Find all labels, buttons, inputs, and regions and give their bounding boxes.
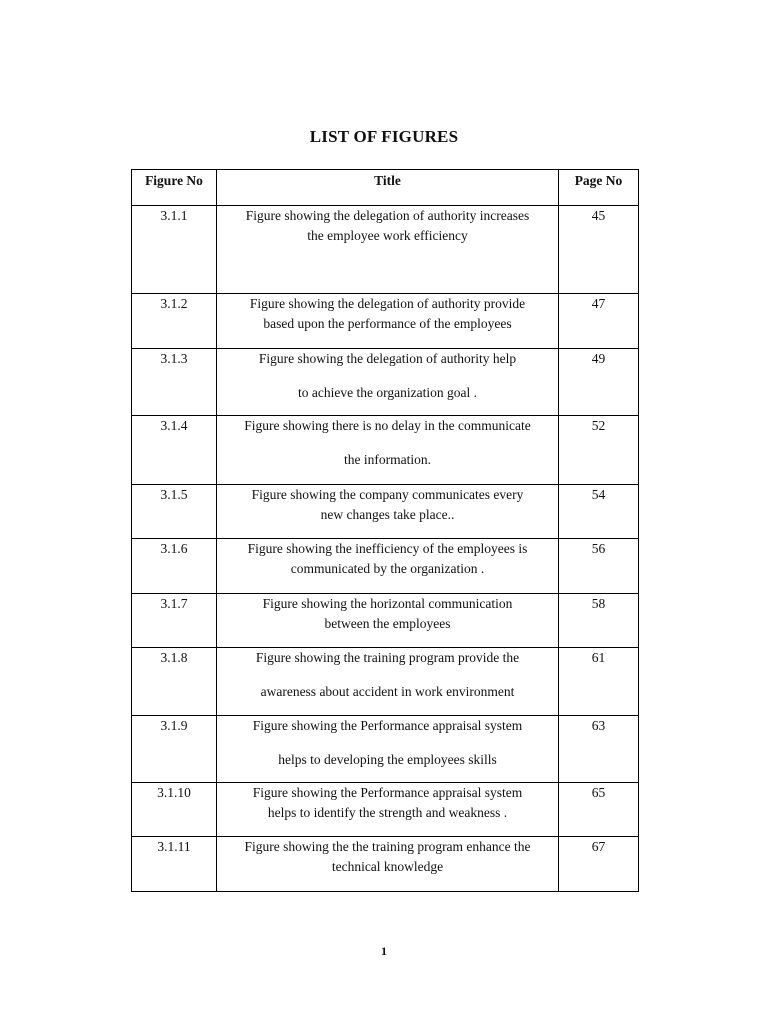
figure-title [217,206,559,294]
figure-page: 65 [559,783,639,837]
figure-title-line: Figure showing the delegation of authority provide [249,296,526,311]
figure-title [217,837,559,892]
figure-title-line: communicated by the organization . [290,561,485,576]
figures-table [131,169,639,892]
figure-page: 52 [559,416,639,485]
page-number: 1 [381,944,387,958]
figure-title-line: the information. [344,452,431,467]
figure-number: 3.1.8 [132,648,217,716]
figure-title-line: to achieve the organization goal . [298,385,477,400]
figure-page: 49 [559,349,639,416]
figure-title [217,648,559,716]
page-title: LIST OF FIGURES [309,127,459,146]
table-header-row [132,170,639,206]
header-page-no: Page No [559,170,639,206]
figure-title-line: between the employees [324,616,451,631]
figure-title-line: Figure showing the Performance appraisal system [252,785,523,800]
figure-title [217,539,559,594]
figure-number: 3.1.5 [132,485,217,539]
figure-title-line: Figure showing the the training program enhance the [244,839,531,854]
figure-title-line: Figure showing the inefficiency of the employees is [247,541,528,556]
figure-page: 45 [559,206,639,294]
figure-page: 47 [559,294,639,349]
table-row [132,539,639,594]
figure-page: 56 [559,539,639,594]
figure-number: 3.1.6 [132,539,217,594]
table-row [132,349,639,416]
figure-page: 58 [559,594,639,648]
figure-title [217,485,559,539]
figure-page: 54 [559,485,639,539]
figure-title-line: new changes take place.. [320,507,455,522]
figure-title-line: technical knowledge [331,859,444,874]
table-row [132,837,639,892]
header-figure-no: Figure No [132,170,217,206]
figure-title-line: Figure showing there is no delay in the communicate [244,418,531,433]
figure-title-line: Figure showing the delegation of authority increases [245,208,530,223]
figure-title [217,416,559,485]
figure-number: 3.1.10 [132,783,217,837]
figure-title [217,783,559,837]
figure-title [217,349,559,416]
figure-title-line: Figure showing the company communicates every [251,487,524,502]
figure-title-line: the employee work efficiency [307,228,468,243]
figure-title-line: Figure showing the horizontal communication [262,596,513,611]
header-title: Title [217,170,559,206]
table-row [132,594,639,648]
table-row [132,294,639,349]
figure-number: 3.1.4 [132,416,217,485]
table-row [132,648,639,716]
figure-number: 3.1.3 [132,349,217,416]
table-row [132,416,639,485]
figure-title-line: Figure showing the delegation of authority help [258,351,517,366]
figure-page: 63 [559,716,639,783]
figure-title-line: awareness about accident in work environment [260,684,515,699]
figure-title-line: Figure showing the Performance appraisal system [252,718,523,733]
figure-page: 67 [559,837,639,892]
figure-number: 3.1.7 [132,594,217,648]
table-row [132,783,639,837]
figure-number: 3.1.9 [132,716,217,783]
figure-number: 3.1.1 [132,206,217,294]
table-row [132,206,639,294]
figure-title-line: helps to developing the employees skills [278,752,497,767]
figure-title-line: based upon the performance of the employees [263,316,512,331]
figure-title-line: Figure showing the training program provide the [255,650,520,665]
table-row [132,716,639,783]
table-row [132,485,639,539]
figure-title [217,294,559,349]
figure-title [217,716,559,783]
figure-number: 3.1.2 [132,294,217,349]
figure-number: 3.1.11 [132,837,217,892]
figure-title [217,594,559,648]
figure-page: 61 [559,648,639,716]
figure-title-line: helps to identify the strength and weakness . [267,805,508,820]
